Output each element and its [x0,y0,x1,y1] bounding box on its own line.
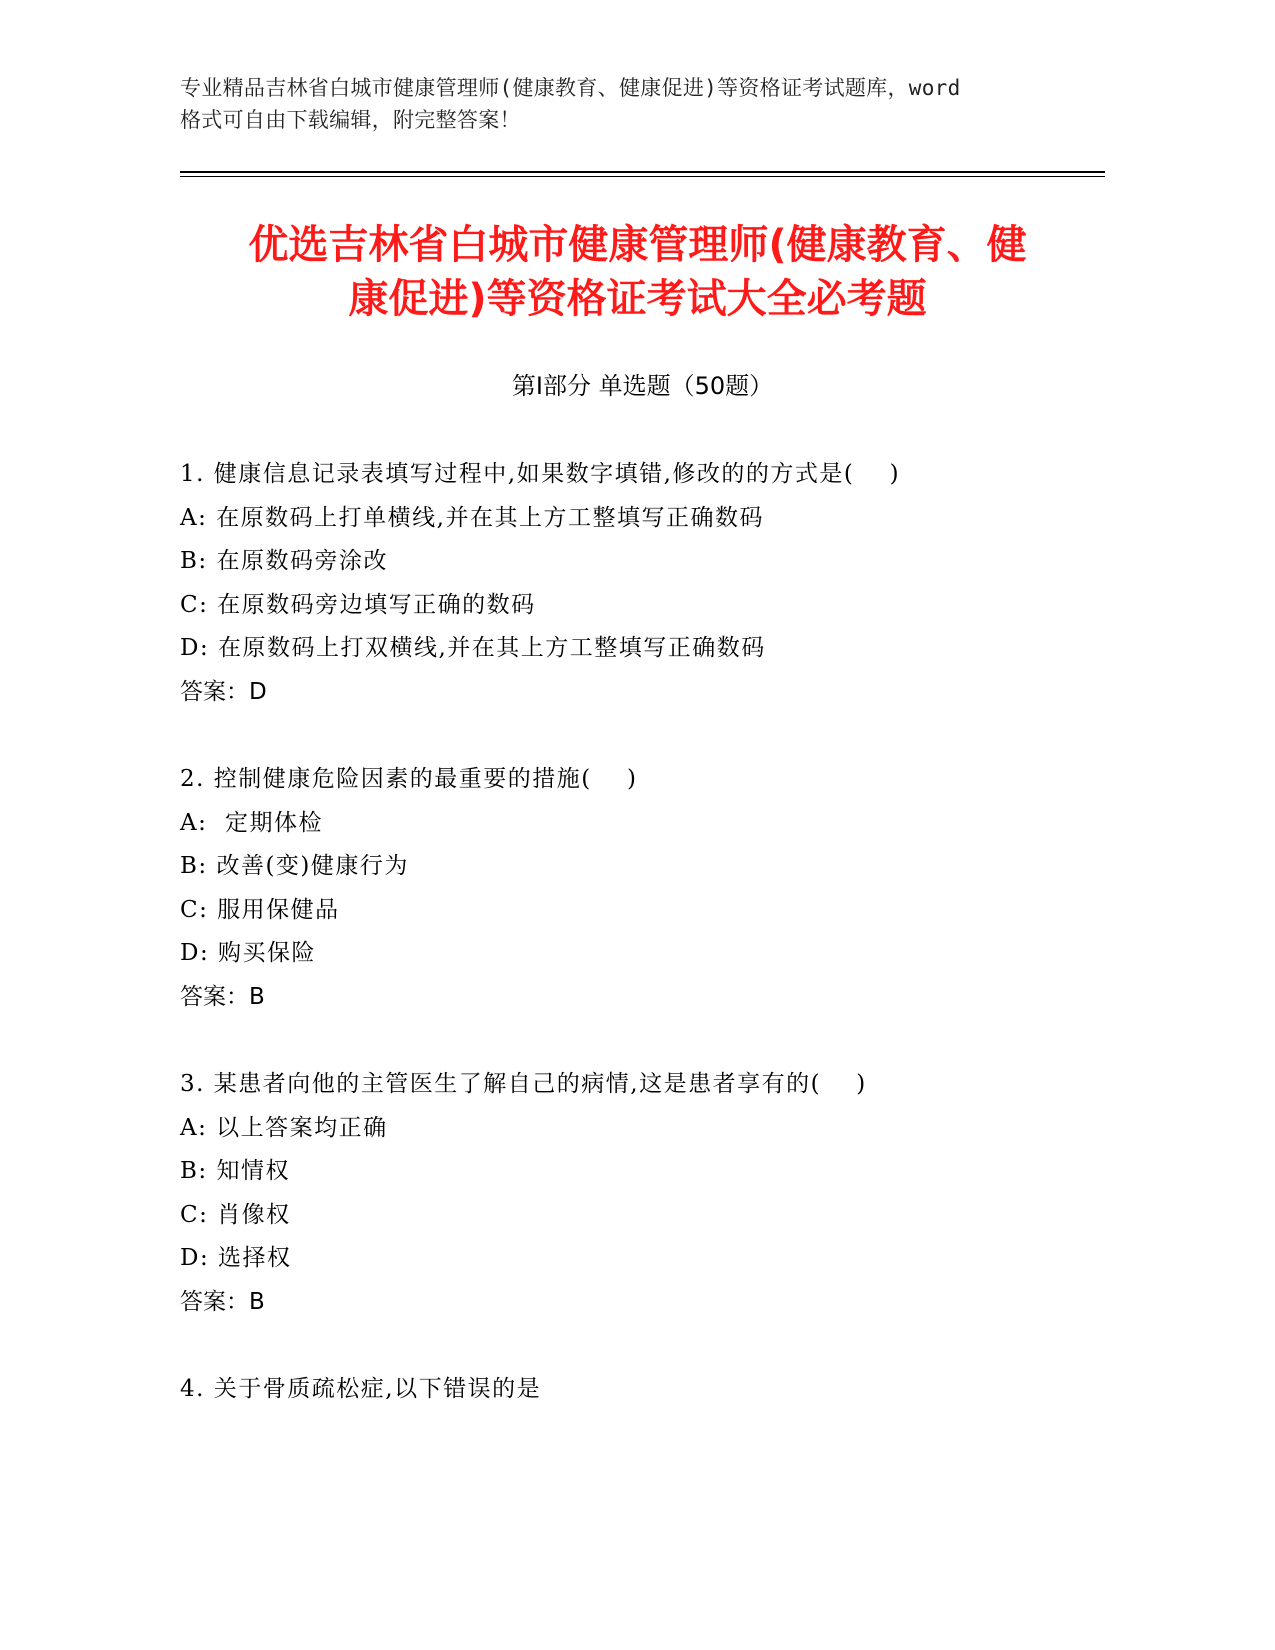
option-b: B: 在原数码旁涂改 [180,548,388,575]
header-note [180,72,1095,136]
option-c: C: 在原数码旁边填写正确的数码 [180,591,536,618]
question-block [180,1368,1105,1412]
question-stem: 4. 关于骨质疏松症,以下错误的是 [180,1376,542,1402]
question-block [180,1063,1105,1325]
question-block [180,453,1105,715]
option-c: C: 肖像权 [180,1201,291,1228]
document-title-line-2: 康促进)等资格证考试大全必考题 [348,276,927,322]
question-stem: 1. 健康信息记录表填写过程中,如果数字填错,修改的的方式是( ) [180,461,901,487]
question-stem: 3. 某患者向他的主管医生了解自己的病情,这是患者享有的( ) [180,1071,867,1097]
option-b: B: 改善(变)健康行为 [180,853,409,880]
document-title-line-1: 优选吉林省白城市健康管理师(健康教育、健 [248,222,1027,268]
option-d: D: 选择权 [180,1245,292,1272]
question-stem: 2. 控制健康危险因素的最重要的措施( ) [180,766,638,792]
option-d: D: 在原数码上打双横线,并在其上方工整填写正确数码 [180,635,766,662]
option-d: D: 购买保险 [180,940,317,967]
header-note-line-2: 格式可自由下载编辑，附完整答案！ [180,108,521,132]
header-note-line-1: 专业精品吉林省白城市健康管理师(健康教育、健康促进)等资格证考试题库，word [180,76,961,100]
header-divider-thin [180,176,1105,177]
option-a: A: 定期体检 [180,809,323,836]
answer: 答案：B [180,983,265,1010]
section-heading: 第Ⅰ部分 单选题（50题） [511,372,774,400]
option-c: C: 服用保健品 [180,896,340,923]
answer: 答案：D [180,678,267,705]
document-title [170,218,1105,326]
question-block [180,758,1105,1020]
option-b: B: 知情权 [180,1158,290,1185]
answer: 答案：B [180,1288,265,1315]
header-divider-thick [180,171,1105,173]
option-a: A: 在原数码上打单横线,并在其上方工整填写正确数码 [180,504,764,531]
option-a: A: 以上答案均正确 [180,1114,388,1141]
